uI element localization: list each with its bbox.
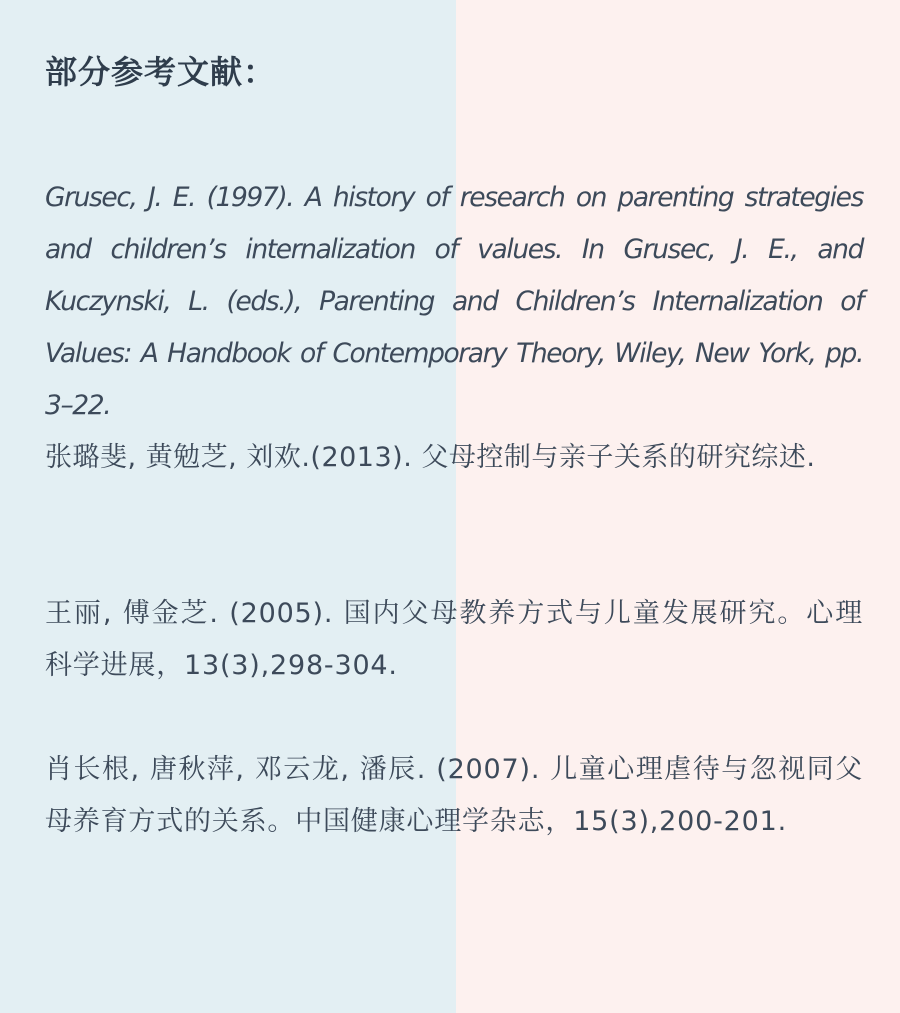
section-heading: 部分参考文献： [45,53,277,91]
reference-item: 肖长根, 唐秋萍, 邓云龙, 潘辰. (2007). 儿童心理虐待与忽视同父母养育方式的关系。中国健康心理学杂志，15(3),200-201. [45,754,863,837]
reference-item-english: Grusec, J. E. (1997). A history of research on parenting strategies and children’s internalization of values. In Grusec, J. E., and Kuczynski, L. (eds.), Parenting and Children’s Internalization of Values: A Handbook of Contemporary Theory, Wiley, New York, pp. 3–22. [45,182,863,421]
reference-item: 张璐斐, 黄勉芝, 刘欢.(2013). 父母控制与亲子关系的研究综述. [45,442,816,473]
right-background-panel [456,0,900,1013]
reference-item: 王丽, 傅金芝. (2005). 国内父母教养方式与儿童发展研究。心理科学进展，13(3),298-304. [45,598,863,681]
